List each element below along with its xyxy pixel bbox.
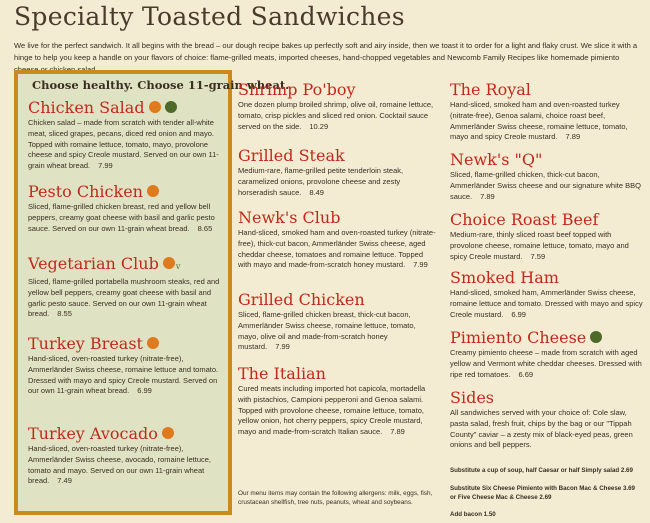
item-desc: Hand-sliced, smoked ham and oven-roasted turkey (nitrate-free), thick-cut bacon, Ammerländer Swiss cheese, aged cheddar cheese, tomatoes and romaine lettuce. Topped with mayo and made-from-scratch honey mustard. (238, 228, 436, 270)
item-desc: Creamy pimiento cheese – made from scratch with aged yellow and Vermont white cheddar cheeses. Dressed with ripe red tomatoes. (450, 348, 642, 379)
menu-item-vegetarian-club (28, 254, 228, 320)
item-price: 7.59 (530, 251, 546, 261)
menu-item-grilled-steak (238, 146, 438, 198)
item-price: 7.89 (390, 427, 405, 437)
item-name: Pimiento Cheese (450, 328, 587, 347)
item-desc: Sliced, flame-grilled chicken breast, red and yellow bell peppers, creamy goat cheese with basil and garlic pesto sauce. Served on our own 11-grain wheat bread. (28, 202, 215, 233)
healthy-icon (163, 257, 175, 269)
item-price: 7.49 (57, 476, 72, 486)
item-name: Shrimp Po'boy (238, 80, 356, 99)
menu-item-pimiento-cheese (450, 328, 645, 380)
item-price: 6.99 (137, 386, 152, 396)
item-price: 6.69 (518, 369, 534, 379)
item-price: 7.89 (565, 132, 581, 142)
item-price: 7.89 (480, 191, 495, 201)
item-desc: Sliced, flame-grilled chicken, thick-cut bacon, Ammerländer Swiss cheese and our signature white BBQ sauce. (450, 170, 641, 201)
item-desc: Cured meats including imported hot capicola, mortadella with pistachios, Campioni pepperoni and Genoa salami. Topped with provolone cheese, romaine lettuce, tomato, yellow onion, hot cherry peppers, spicy Creole mustard, mayo and made-from-scratch Italian sauce. (238, 384, 426, 437)
item-name: Smoked Ham (450, 268, 559, 287)
item-name: Grilled Chicken (238, 290, 365, 309)
item-name: Grilled Steak (238, 146, 345, 165)
menu-item-turkey-breast (28, 334, 228, 397)
menu-item-grilled-chicken (238, 290, 438, 353)
healthy-icon (149, 101, 161, 113)
menu-item-choice-roast-beef (450, 210, 645, 262)
item-name: Vegetarian Club (28, 254, 159, 273)
item-desc: Chicken salad – made from scratch with tender all-white meat, sliced grapes, pecans, diced red onion and mayo. Topped with romaine lettuce, tomato, mayo, provolone cheese and spicy Creole mustard. Served on our own 11-grain wheat bread. (28, 118, 219, 171)
signature-icon (165, 101, 177, 113)
item-desc: Medium-rare, flame-grilled petite tenderloin steak, caramelized onions, provolone cheese and zesty horseradish sauce. (238, 166, 404, 197)
page-title: Specialty Toasted Sandwiches (14, 2, 405, 31)
item-desc: One dozen plump broiled shrimp, olive oil, romaine lettuce, tomato, crisp pickles and sliced red onion. Cocktail sauce served on the side. (238, 100, 434, 131)
healthy-icon (147, 337, 159, 349)
item-price: 8.65 (197, 223, 213, 233)
allergen-note: Our menu items may contain the following allergens: milk, eggs, fish, crustacean shellfish, tree nuts, peanuts, wheat and soybeans. (238, 490, 433, 506)
menu-item-chicken-salad (28, 98, 228, 172)
item-price: 8.55 (57, 309, 72, 319)
substitution-3: or Five Cheese Mac & Cheese 2.69 (450, 494, 552, 501)
menu-item-pesto-chicken (28, 182, 228, 234)
item-price: 10.29 (309, 121, 329, 131)
item-name: Choice Roast Beef (450, 210, 599, 229)
add-bacon: Add bacon 1.50 (450, 511, 496, 518)
signature-icon (590, 331, 602, 343)
intro-text: We live for the perfect sandwich. It all begins with the bread – our dough recipe bakes up perfectly soft and airy inside, then we toast it to order for a light and flaky crust. We slice it with a hinge to help you keep a handle on your flavors of choice: flame-grilled meats, imported cheeses, hand-chopped vegetables and Newcomb Family Recipes like homemade pimiento (14, 41, 638, 62)
item-name: Chicken Salad (28, 98, 145, 117)
item-desc: Sliced, flame-grilled portabella mushroom steaks, red and yellow bell peppers, creamy goat cheese with basil and garlic pesto sauce. Served on our own 11-grain wheat bread. (28, 277, 220, 319)
item-price: 7.99 (275, 342, 290, 352)
item-name: Turkey Avocado (28, 424, 158, 443)
item-desc: All sandwiches served with your choice of: Cole slaw, pasta salad, fresh fruit, chips by the bag or our "Tippah County" caviar – a zesty mix of black-eyed peas, green onions and bell peppers. (450, 408, 633, 450)
item-name: The Royal (450, 80, 531, 99)
item-price: 7.99 (98, 161, 113, 171)
menu-item-the-italian (238, 364, 438, 438)
menu-item-the-royal (450, 80, 645, 143)
item-name: Newk's Club (238, 208, 341, 227)
item-desc: Hand-sliced, oven-roasted turkey (nitrate-free), Ammerländer Swiss cheese, romaine lettuce and tomato. Dressed with mayo and spicy Creole mustard. Served on our own 11-grain wheat bread. (28, 354, 219, 396)
menu-section-sides (450, 388, 645, 451)
item-desc: Hand-sliced, oven-roasted turkey (nitrate-free), Ammerländer Swiss cheese, avocado, romaine lettuce, tomato and mayo. Served on our own 11-grain wheat bread. (28, 444, 212, 486)
menu-item-newks-club (238, 208, 438, 271)
item-name: Newk's "Q" (450, 150, 543, 169)
healthy-icon (162, 427, 174, 439)
item-name: The Italian (238, 364, 326, 383)
item-desc: Hand-sliced, smoked ham, Ammerländer Swiss cheese, romaine lettuce and tomato. Dressed with mayo and spicy Creole mustard. (450, 288, 643, 319)
menu-item-shrimp-poboy (238, 80, 438, 132)
substitution-2: Substitute Six Cheese Pimiento with Bacon Mac & Cheese 3.69 (450, 485, 635, 492)
item-name: Pesto Chicken (28, 182, 143, 201)
substitution-1: Substitute a cup of soup, half Caesar or half Simply salad 2.69 (450, 467, 633, 474)
item-name: Sides (450, 388, 494, 407)
healthy-heading: Choose healthy. Choose 11-grain wheat. (32, 78, 290, 92)
item-price: 7.99 (413, 260, 428, 270)
vegetarian-mark: v (175, 262, 181, 271)
item-desc: Hand-sliced, smoked ham and oven-roasted turkey (nitrate-free), Genoa salami, choice roast beef, Ammerländer Swiss cheese, romaine lettuce, tomato, mayo and spicy Creole mustard. (450, 100, 628, 142)
item-price: 8.49 (309, 187, 324, 197)
healthy-icon (147, 185, 159, 197)
item-desc: Medium-rare, thinly sliced roast beef topped with provolone cheese, romaine lettuce, tomato, mayo and spicy Creole mustard. (450, 230, 629, 261)
menu-item-turkey-avocado (28, 424, 228, 487)
item-price: 6.99 (511, 309, 526, 319)
menu-item-smoked-ham (450, 268, 645, 320)
item-desc: Sliced, flame-grilled chicken breast, thick-cut bacon, Ammerländer Swiss cheese, romaine lettuce, tomato, mayo, olive oil and made-from-scratch honey mustard. (238, 310, 416, 352)
menu-item-newks-q (450, 150, 645, 202)
item-name: Turkey Breast (28, 334, 143, 353)
